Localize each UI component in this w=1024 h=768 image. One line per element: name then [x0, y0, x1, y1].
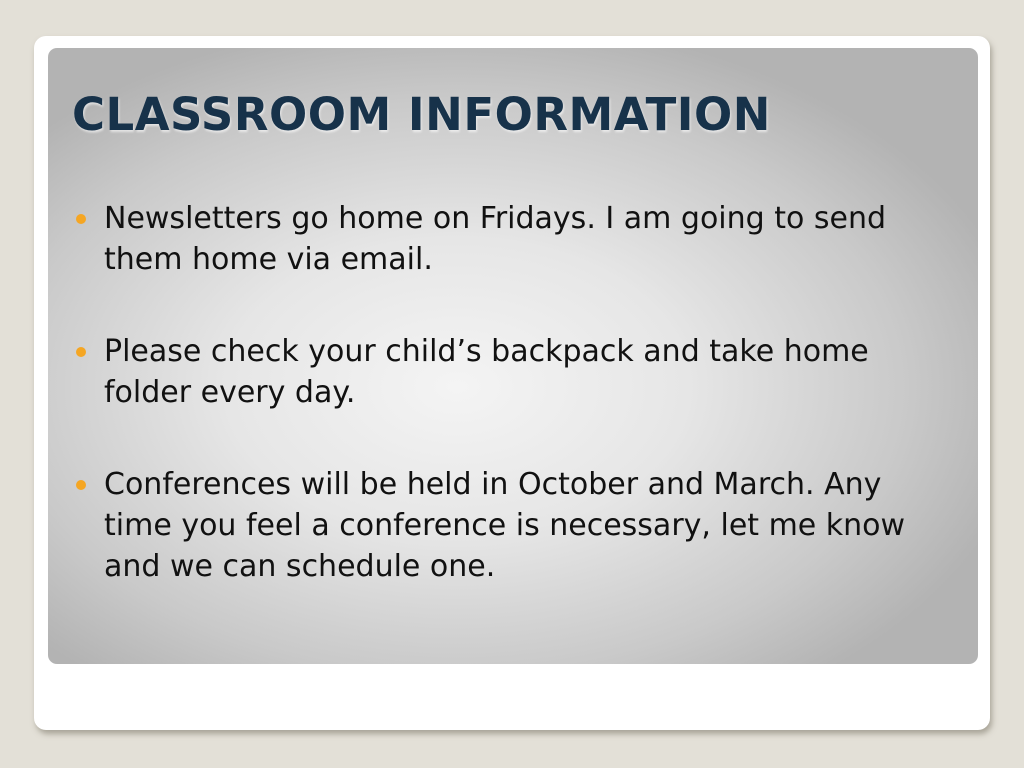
bullet-dot-icon: [76, 214, 86, 224]
bullet-item-newsletters: [72, 198, 942, 280]
bullet-dot-icon: [76, 480, 86, 490]
bullet-text: Please check your child’s backpack and take home folder every day.: [104, 334, 869, 410]
bullet-item-conferences: [72, 464, 942, 587]
slide-title: CLASSROOM INFORMATION: [72, 88, 771, 141]
bullet-text: Newsletters go home on Fridays. I am going to send them home via email.: [104, 201, 887, 277]
bullet-item-backpack: [72, 331, 942, 413]
slide-content-panel: [48, 48, 978, 664]
slide-frame: [34, 36, 990, 730]
bullet-text: Conferences will be held in October and March. Any time you feel a conference is necessary, let me know and we can schedule one.: [104, 467, 906, 584]
bullet-list: [72, 198, 942, 638]
bullet-dot-icon: [76, 347, 86, 357]
